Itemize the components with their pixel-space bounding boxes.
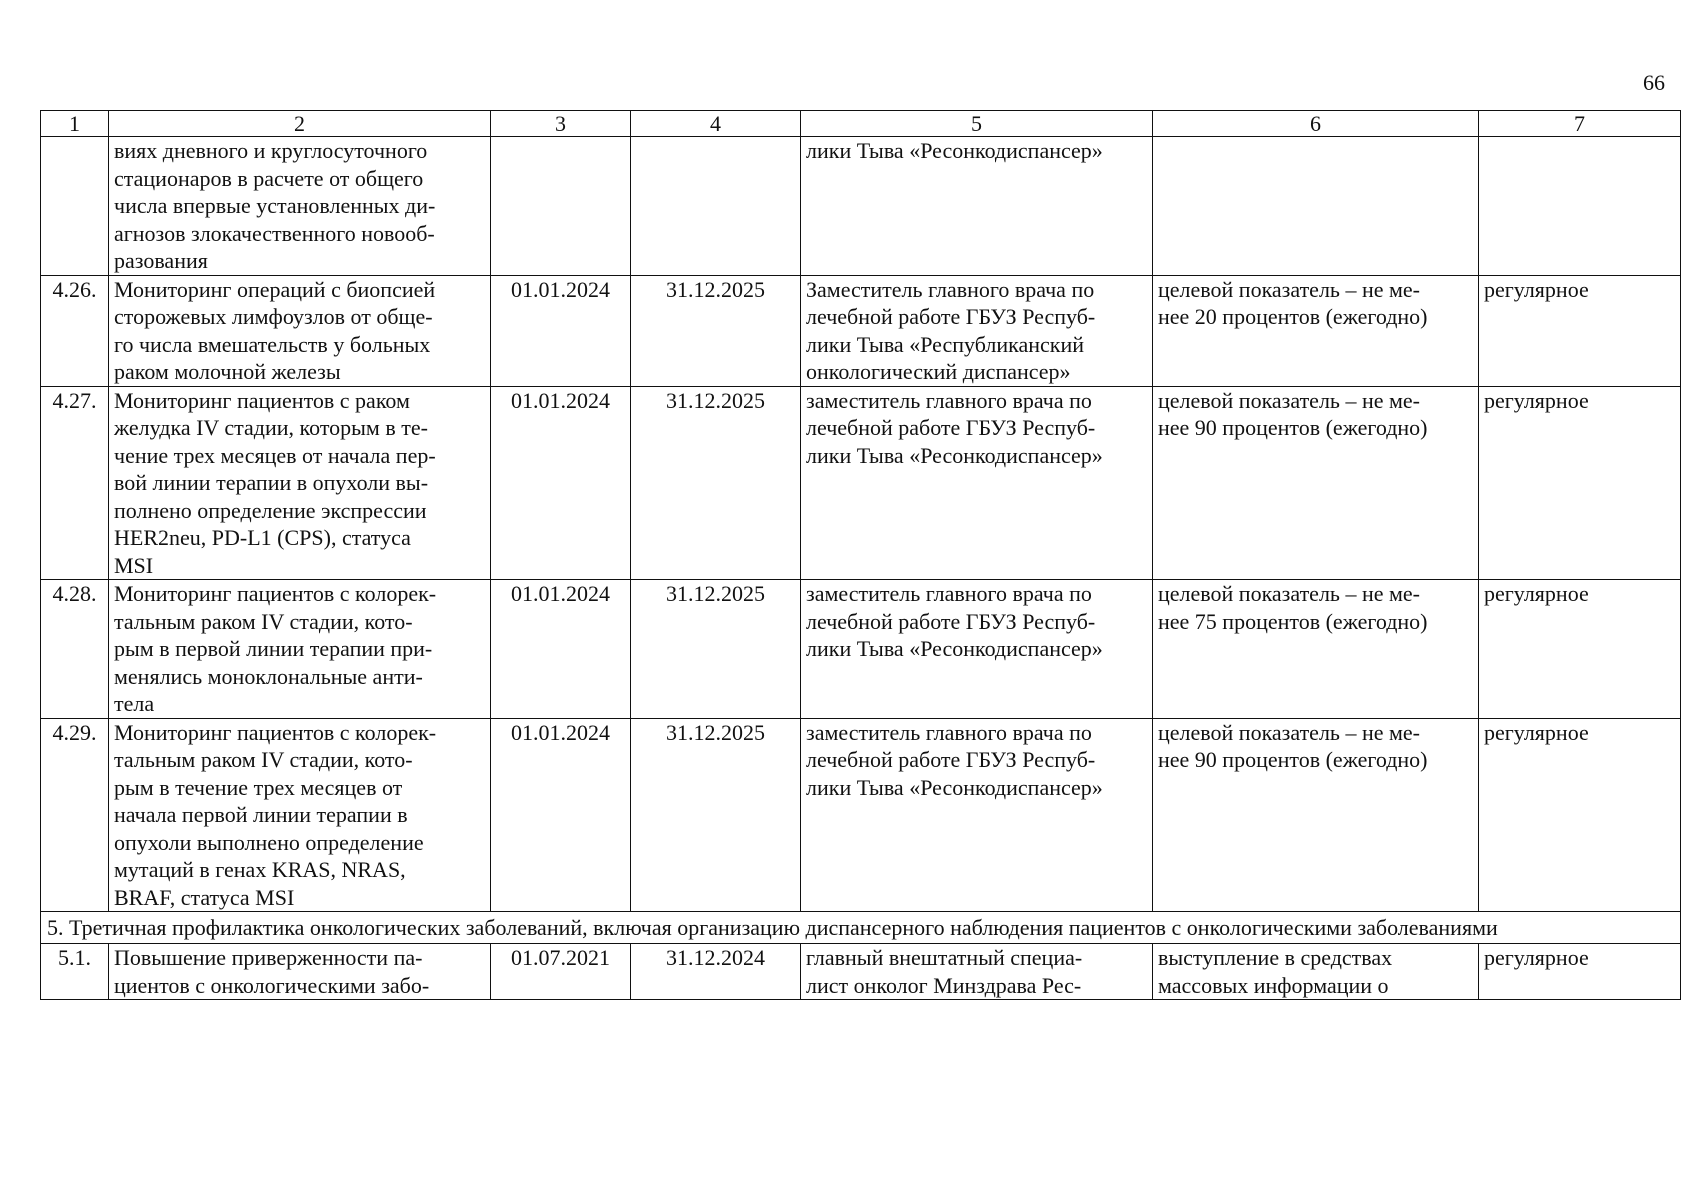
responsible-cell: заместитель главного врача по лечебной работе ГБУЗ Респуб- лики Тыва «Ресонкодиспансер»: [801, 580, 1153, 719]
frequency-cell: [1479, 137, 1681, 276]
start-date: 01.01.2024: [491, 580, 631, 719]
section-heading: 5. Третичная профилактика онкологических заболеваний, включая организацию диспансерного наблюдения пациентов с онкологическими заболеваниями: [41, 912, 1681, 944]
row-number: 4.29.: [41, 718, 109, 912]
activity-cell: Мониторинг пациентов с раком желудка IV стадии, которым в те- чение трех месяцев от начала пер- вой линии терапии в опухоли вы- полнено определение экспрессии HER2neu, PD-L1 (CPS), статуса MSI: [109, 386, 491, 580]
table-row: [41, 386, 1681, 580]
end-date: [631, 137, 801, 276]
end-date: 31.12.2025: [631, 275, 801, 386]
responsible-cell: заместитель главного врача по лечебной работе ГБУЗ Респуб- лики Тыва «Ресонкодиспансер»: [801, 718, 1153, 912]
responsible-cell: лики Тыва «Ресонкодиспансер»: [801, 137, 1153, 276]
result-cell: целевой показатель – не ме- нее 75 процентов (ежегодно): [1153, 580, 1479, 719]
activity-cell: Мониторинг пациентов с колорек- тальным раком IV стадии, кото- рым в течение трех месяцев от начала первой линии терапии в опухоли выполнено определение мутаций в генах KRAS, NRAS, BRAF, статуса MSI: [109, 718, 491, 912]
table-row: [41, 275, 1681, 386]
frequency-cell: регулярное: [1479, 944, 1681, 1000]
column-header: 1: [41, 111, 109, 137]
column-header: 2: [109, 111, 491, 137]
result-cell: целевой показатель – не ме- нее 90 процентов (ежегодно): [1153, 718, 1479, 912]
responsible-cell: главный внештатный специа- лист онколог Минздрава Рес-: [801, 944, 1153, 1000]
responsible-cell: заместитель главного врача по лечебной работе ГБУЗ Респуб- лики Тыва «Ресонкодиспансер»: [801, 386, 1153, 580]
start-date: [491, 137, 631, 276]
end-date: 31.12.2025: [631, 386, 801, 580]
frequency-cell: регулярное: [1479, 580, 1681, 719]
end-date: 31.12.2025: [631, 718, 801, 912]
result-cell: целевой показатель – не ме- нее 20 процентов (ежегодно): [1153, 275, 1479, 386]
table-row: [41, 944, 1681, 1000]
end-date: 31.12.2024: [631, 944, 801, 1000]
table-row: [41, 718, 1681, 912]
responsible-cell: Заместитель главного врача по лечебной работе ГБУЗ Респуб- лики Тыва «Республиканский онкологический диспансер»: [801, 275, 1153, 386]
frequency-cell: регулярное: [1479, 386, 1681, 580]
result-cell: целевой показатель – не ме- нее 90 процентов (ежегодно): [1153, 386, 1479, 580]
column-header: 6: [1153, 111, 1479, 137]
column-header: 3: [491, 111, 631, 137]
activity-cell: Мониторинг пациентов с колорек- тальным раком IV стадии, кото- рым в первой линии терапии при- менялись моноклональные анти- тела: [109, 580, 491, 719]
column-header: 5: [801, 111, 1153, 137]
frequency-cell: регулярное: [1479, 718, 1681, 912]
measures-table: [40, 110, 1681, 1000]
section-heading-row: [41, 912, 1681, 944]
table-row: [41, 580, 1681, 719]
column-header: 4: [631, 111, 801, 137]
start-date: 01.01.2024: [491, 386, 631, 580]
table-row: [41, 137, 1681, 276]
row-number: [41, 137, 109, 276]
row-number: 4.27.: [41, 386, 109, 580]
start-date: 01.07.2021: [491, 944, 631, 1000]
result-cell: выступление в средствах массовых информации о: [1153, 944, 1479, 1000]
start-date: 01.01.2024: [491, 718, 631, 912]
result-cell: [1153, 137, 1479, 276]
frequency-cell: регулярное: [1479, 275, 1681, 386]
activity-cell: Повышение приверженности па- циентов с онкологическими забо-: [109, 944, 491, 1000]
column-number-row: [41, 111, 1681, 137]
row-number: 4.26.: [41, 275, 109, 386]
row-number: 4.28.: [41, 580, 109, 719]
activity-cell: Мониторинг операций с биопсией сторожевых лимфоузлов от обще- го числа вмешательств у больных раком молочной железы: [109, 275, 491, 386]
start-date: 01.01.2024: [491, 275, 631, 386]
page-number: 66: [1643, 70, 1665, 95]
activity-cell: виях дневного и круглосуточного стационаров в расчете от общего числа впервые установленных ди- агнозов злокачественного новооб- разования: [109, 137, 491, 276]
column-header: 7: [1479, 111, 1681, 137]
row-number: 5.1.: [41, 944, 109, 1000]
end-date: 31.12.2025: [631, 580, 801, 719]
